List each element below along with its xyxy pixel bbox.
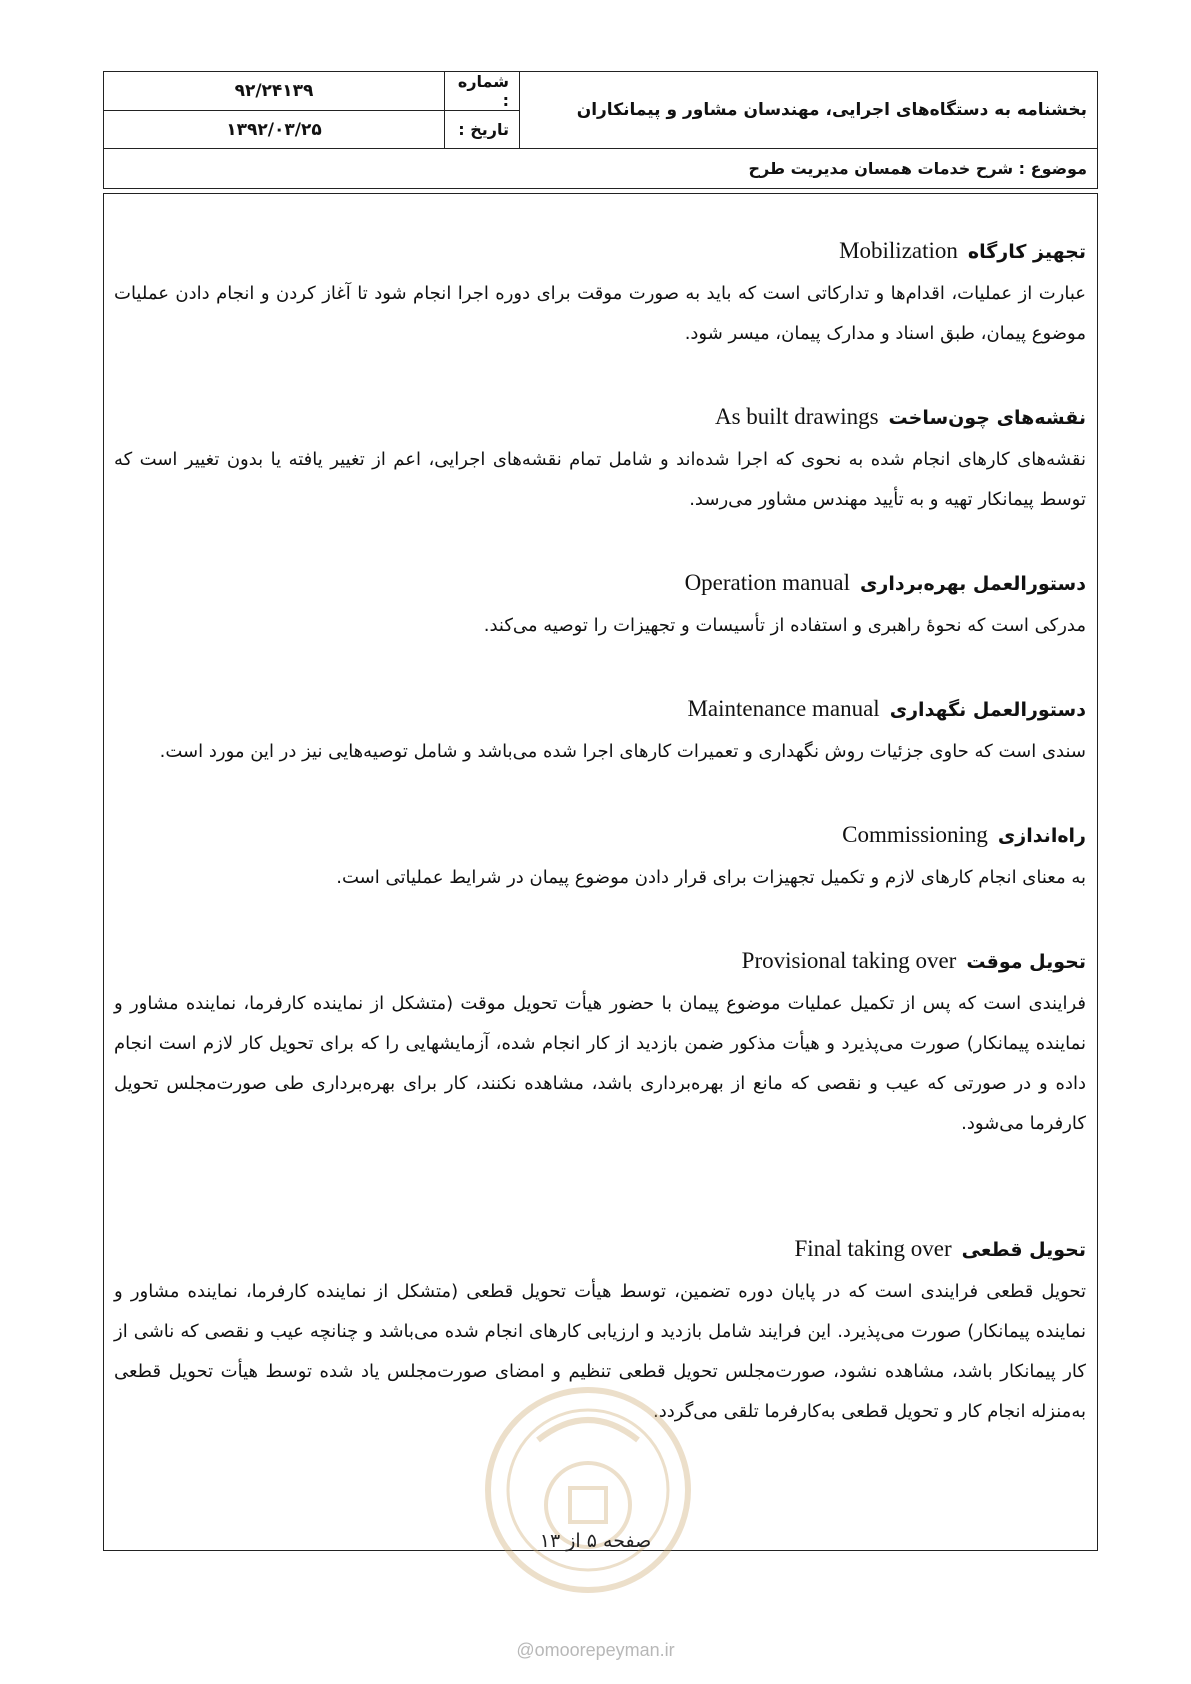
section-body: به معنای انجام کارهای لازم و تکمیل تجهیزات برای قرار دادن موضوع پیمان در شرایط عملیاتی است. [336,867,1086,888]
letter-header [103,71,1098,189]
page-number: صفحه ۵ از ۱۳ [539,1530,652,1552]
subject-line: موضوع : شرح خدمات همسان مدیریت طرح [104,149,1098,189]
section-commissioning [114,812,1086,898]
section-heading [114,1226,1086,1272]
section-body: عبارت از عملیات، اقدام‌ها و تدارکاتی است که باید به صورت موقت برای دوره اجرا انجام شود تا آغاز کردن و انجام دادن عملیات موضوع پیمان، طبق اسناد و مدارک پیمان، میسر شود. [114,283,1086,344]
section-mobilization [114,228,1086,354]
heading-fa: دستورالعمل نگهداری [889,699,1086,721]
section-as-built [114,394,1086,520]
section-body: سندی است که حاوی جزئیات روش نگهداری و تعمیرات کارهای اجرا شده می‌باشد و شامل توصیه‌هایی نیز در این مورد است. [159,741,1086,762]
number-value: ۹۲/۲۴۱۳۹ [104,72,445,111]
seal-stamp-icon [478,1380,698,1600]
heading-fa: تحویل قطعی [961,1239,1086,1261]
date-value: ۱۳۹۲/۰۳/۲۵ [104,111,445,149]
section-maintenance-manual [114,686,1086,772]
heading-en: Mobilization [839,238,958,263]
section-provisional-taking-over [114,938,1086,1144]
section-body: نقشه‌های کارهای انجام شده به نحوی که اجرا شده‌اند و شامل تمام نقشه‌های اجرایی، اعم از تغییر یافته یا بدون تغییر است که توسط پیمانکار تهیه و به تأیید مهندس مشاور می‌رسد. [114,449,1086,510]
heading-fa: نقشه‌های چون‌ساخت [888,407,1086,429]
heading-fa: راه‌اندازی [997,825,1086,847]
section-heading [114,394,1086,440]
heading-en: As built drawings [714,404,879,429]
heading-fa: تحویل موقت [966,951,1086,973]
section-body: مدرکی است که نحوهٔ راهبری و استفاده از تأسیسات و تجهیزات را توصیه می‌کند. [483,615,1086,636]
document-body [114,228,1086,1432]
heading-en: Commissioning [842,822,988,847]
section-operation-manual [114,560,1086,646]
watermark-text: @omoorepeyman.ir [516,1640,675,1660]
number-label: شماره : [445,72,520,111]
heading-en: Operation manual [684,570,850,595]
section-body: تحویل قطعی فرایندی است که در پایان دوره تضمین، توسط هیأت تحویل قطعی (متشکل از نماینده کارفرما، نماینده مشاور و نماینده پیمانکار) صورت می‌پذیرد. این فرایند شامل بازدید و ارزیابی کارهای انجام شده می‌باشد و چنانچه عیب و نقصی که ناشی از کار پیمانکار باشد، مشاهده نشود، صورت‌مجلس تحویل قطعی تنظیم و امضای صورت‌مجلس یاد شده توسط هیأت تحویل قطعی به‌منزله انجام کار و تحویل قطعی به‌کارفرما تلقی می‌گردد. [114,1281,1086,1422]
heading-fa: دستورالعمل بهره‌برداری [859,573,1086,595]
section-heading [114,560,1086,606]
date-label: تاریخ : [445,111,520,149]
section-heading [114,812,1086,858]
section-heading [114,938,1086,984]
heading-en: Provisional taking over [741,948,957,973]
section-body: فرایندی است که پس از تکمیل عملیات موضوع پیمان با حضور هیأت تحویل موقت (متشکل از نماینده کارفرما، نماینده مشاور و نماینده پیمانکار) صورت می‌پذیرد و هیأت مذکور ضمن بازدید از کار انجام شده، آزمایشهایی را که برای تحویل کار لازم است انجام داده و در صورتی که عیب و نقصی که مانع از بهره‌برداری باشد، مشاهده نکنند، کار برای بهره‌برداری طی صورت‌مجلس تحویل کارفرما می‌شود. [114,993,1086,1134]
section-heading [114,686,1086,732]
heading-en: Maintenance manual [687,696,880,721]
circular-title: بخشنامه به دستگاه‌های اجرایی، مهندسان مشاور و پیمانکاران [520,72,1098,149]
heading-en: Final taking over [794,1236,952,1261]
section-heading [114,228,1086,274]
heading-fa: تجهیز کارگاه [967,241,1086,263]
